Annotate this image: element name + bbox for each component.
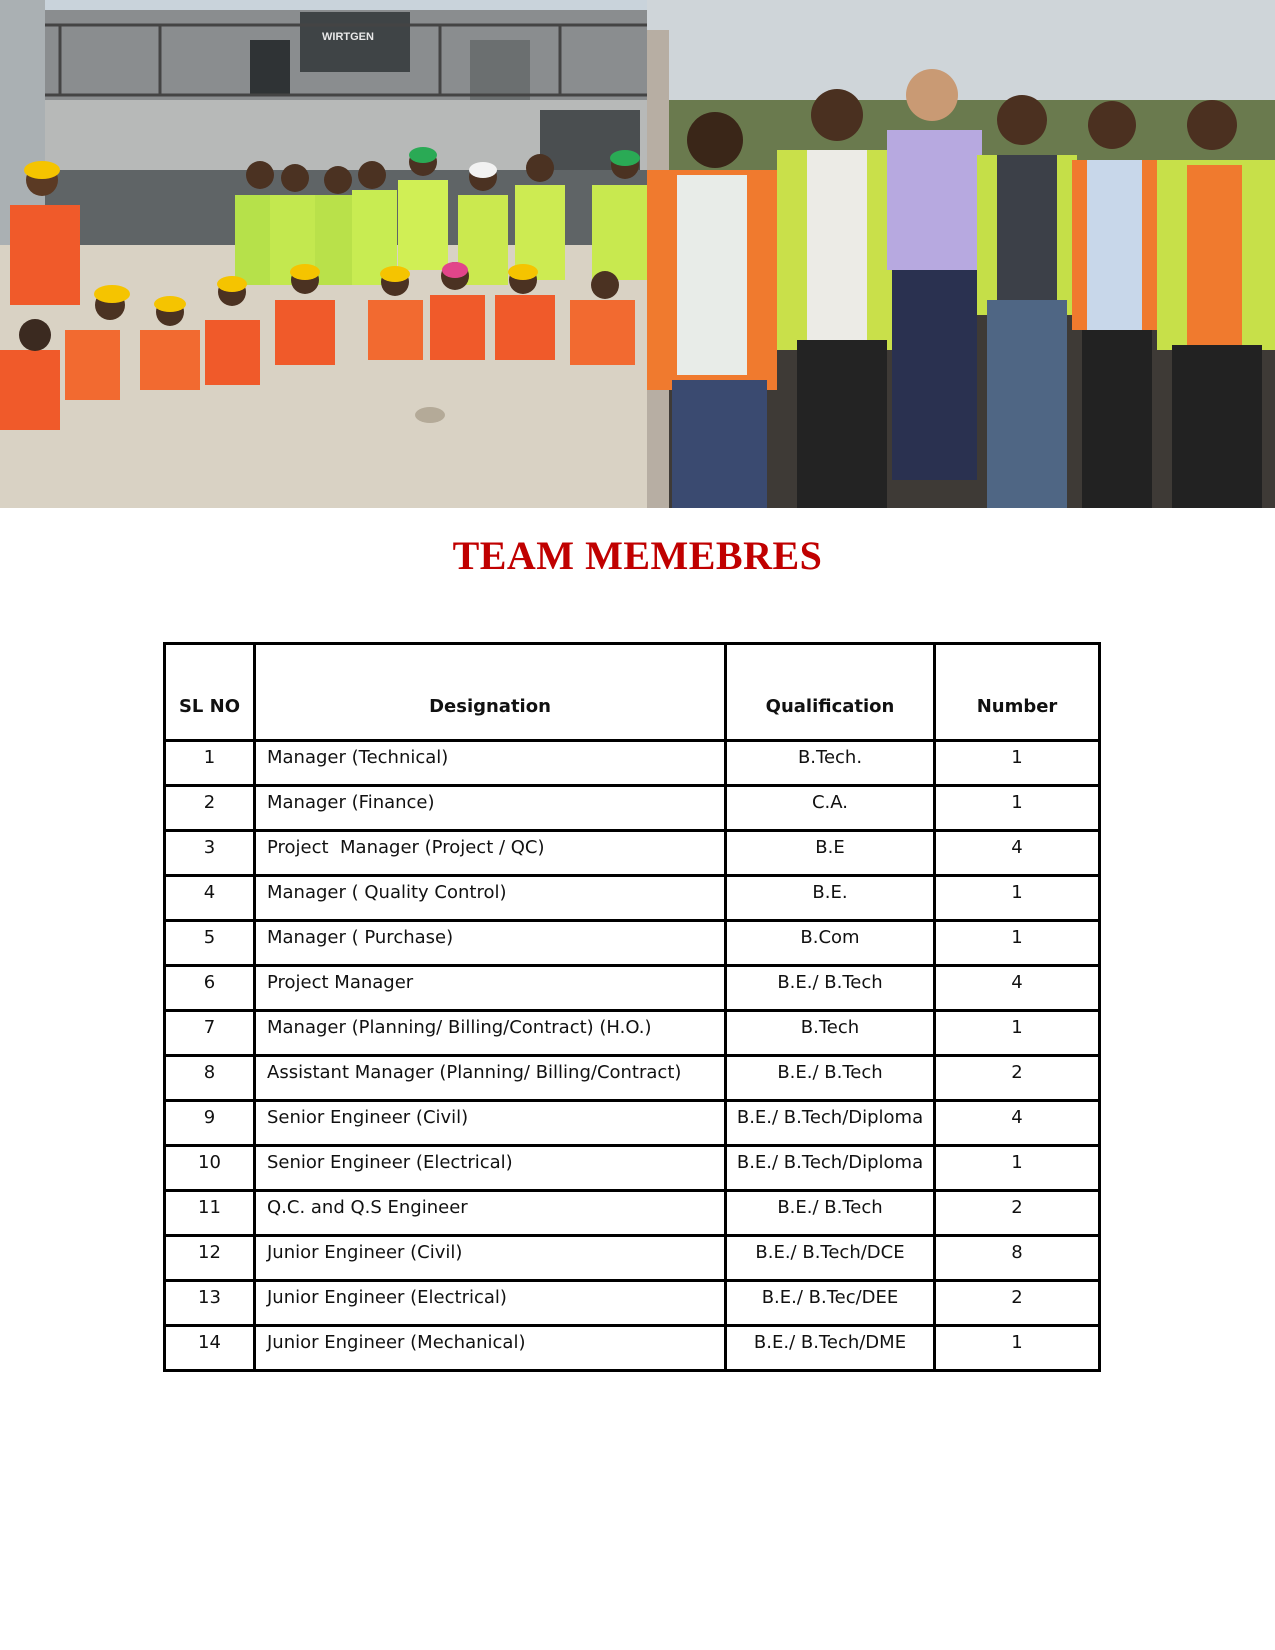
cell-number: 1 bbox=[935, 1146, 1100, 1191]
crew-photo-left bbox=[0, 0, 647, 508]
table-row bbox=[165, 741, 1100, 786]
cell-number: 1 bbox=[935, 921, 1100, 966]
cell-sl-no: 4 bbox=[165, 876, 255, 921]
cell-sl-no: 9 bbox=[165, 1101, 255, 1146]
table-row bbox=[165, 876, 1100, 921]
table-row bbox=[165, 921, 1100, 966]
table-row bbox=[165, 1056, 1100, 1101]
cell-number: 4 bbox=[935, 831, 1100, 876]
crew-machine-image bbox=[0, 0, 647, 508]
cell-qualification: B.Com bbox=[726, 921, 935, 966]
cell-sl-no: 1 bbox=[165, 741, 255, 786]
header-sl-no: SL NO bbox=[165, 644, 255, 741]
cell-qualification: B.E. bbox=[726, 876, 935, 921]
cell-qualification: B.E./ B.Tech bbox=[726, 966, 935, 1011]
cell-number: 1 bbox=[935, 741, 1100, 786]
table-row bbox=[165, 1101, 1100, 1146]
cell-number: 1 bbox=[935, 1011, 1100, 1056]
cell-designation: Project Manager (Project / QC) bbox=[255, 831, 726, 876]
cell-qualification: B.E bbox=[726, 831, 935, 876]
cell-designation: Q.C. and Q.S Engineer bbox=[255, 1191, 726, 1236]
cell-qualification: B.E./ B.Tec/DEE bbox=[726, 1281, 935, 1326]
wirtgen-sign: WIRTGEN bbox=[322, 31, 374, 43]
cell-designation: Junior Engineer (Mechanical) bbox=[255, 1326, 726, 1371]
cell-designation: Senior Engineer (Electrical) bbox=[255, 1146, 726, 1191]
cell-qualification: B.Tech bbox=[726, 1011, 935, 1056]
cell-number: 1 bbox=[935, 876, 1100, 921]
cell-sl-no: 12 bbox=[165, 1236, 255, 1281]
table-row bbox=[165, 1191, 1100, 1236]
cell-qualification: B.E./ B.Tech/Diploma bbox=[726, 1146, 935, 1191]
cell-number: 2 bbox=[935, 1056, 1100, 1101]
cell-qualification: B.E./ B.Tech/DCE bbox=[726, 1236, 935, 1281]
cell-designation: Manager (Planning/ Billing/Contract) (H.O.) bbox=[255, 1011, 726, 1056]
cell-number: 4 bbox=[935, 966, 1100, 1011]
cell-qualification: B.E./ B.Tech bbox=[726, 1056, 935, 1101]
cell-number: 1 bbox=[935, 1326, 1100, 1371]
page-title: TEAM MEMEBRES bbox=[452, 533, 823, 578]
cell-designation: Manager ( Quality Control) bbox=[255, 876, 726, 921]
staff-group-image bbox=[647, 0, 1275, 508]
cell-sl-no: 14 bbox=[165, 1326, 255, 1371]
header-number: Number bbox=[935, 644, 1100, 741]
cell-designation: Junior Engineer (Electrical) bbox=[255, 1281, 726, 1326]
cell-designation: Manager (Technical) bbox=[255, 741, 726, 786]
table-row bbox=[165, 1146, 1100, 1191]
cell-number: 4 bbox=[935, 1101, 1100, 1146]
cell-sl-no: 7 bbox=[165, 1011, 255, 1056]
cell-sl-no: 3 bbox=[165, 831, 255, 876]
table-row bbox=[165, 1281, 1100, 1326]
cell-designation: Senior Engineer (Civil) bbox=[255, 1101, 726, 1146]
header-qualification: Qualification bbox=[726, 644, 935, 741]
cell-sl-no: 10 bbox=[165, 1146, 255, 1191]
team-members-table bbox=[163, 642, 1101, 1372]
header-designation: Designation bbox=[255, 644, 726, 741]
header-photos bbox=[0, 0, 1275, 508]
staff-photo-right bbox=[647, 0, 1275, 508]
cell-number: 2 bbox=[935, 1281, 1100, 1326]
table-row bbox=[165, 831, 1100, 876]
cell-qualification: C.A. bbox=[726, 786, 935, 831]
table-row bbox=[165, 966, 1100, 1011]
cell-designation: Project Manager bbox=[255, 966, 726, 1011]
cell-designation: Manager (Finance) bbox=[255, 786, 726, 831]
cell-sl-no: 11 bbox=[165, 1191, 255, 1236]
cell-designation: Manager ( Purchase) bbox=[255, 921, 726, 966]
cell-qualification: B.E./ B.Tech/Diploma bbox=[726, 1101, 935, 1146]
cell-sl-no: 6 bbox=[165, 966, 255, 1011]
table-row bbox=[165, 1011, 1100, 1056]
table-row bbox=[165, 786, 1100, 831]
cell-qualification: B.E./ B.Tech bbox=[726, 1191, 935, 1236]
cell-sl-no: 8 bbox=[165, 1056, 255, 1101]
table-row bbox=[165, 1236, 1100, 1281]
cell-qualification: B.Tech. bbox=[726, 741, 935, 786]
cell-designation: Junior Engineer (Civil) bbox=[255, 1236, 726, 1281]
cell-qualification: B.E./ B.Tech/DME bbox=[726, 1326, 935, 1371]
table-row bbox=[165, 1326, 1100, 1371]
cell-sl-no: 2 bbox=[165, 786, 255, 831]
cell-number: 1 bbox=[935, 786, 1100, 831]
cell-number: 8 bbox=[935, 1236, 1100, 1281]
cell-number: 2 bbox=[935, 1191, 1100, 1236]
cell-designation: Assistant Manager (Planning/ Billing/Contract) bbox=[255, 1056, 726, 1101]
table-header-row bbox=[165, 644, 1100, 741]
cell-sl-no: 5 bbox=[165, 921, 255, 966]
cell-sl-no: 13 bbox=[165, 1281, 255, 1326]
